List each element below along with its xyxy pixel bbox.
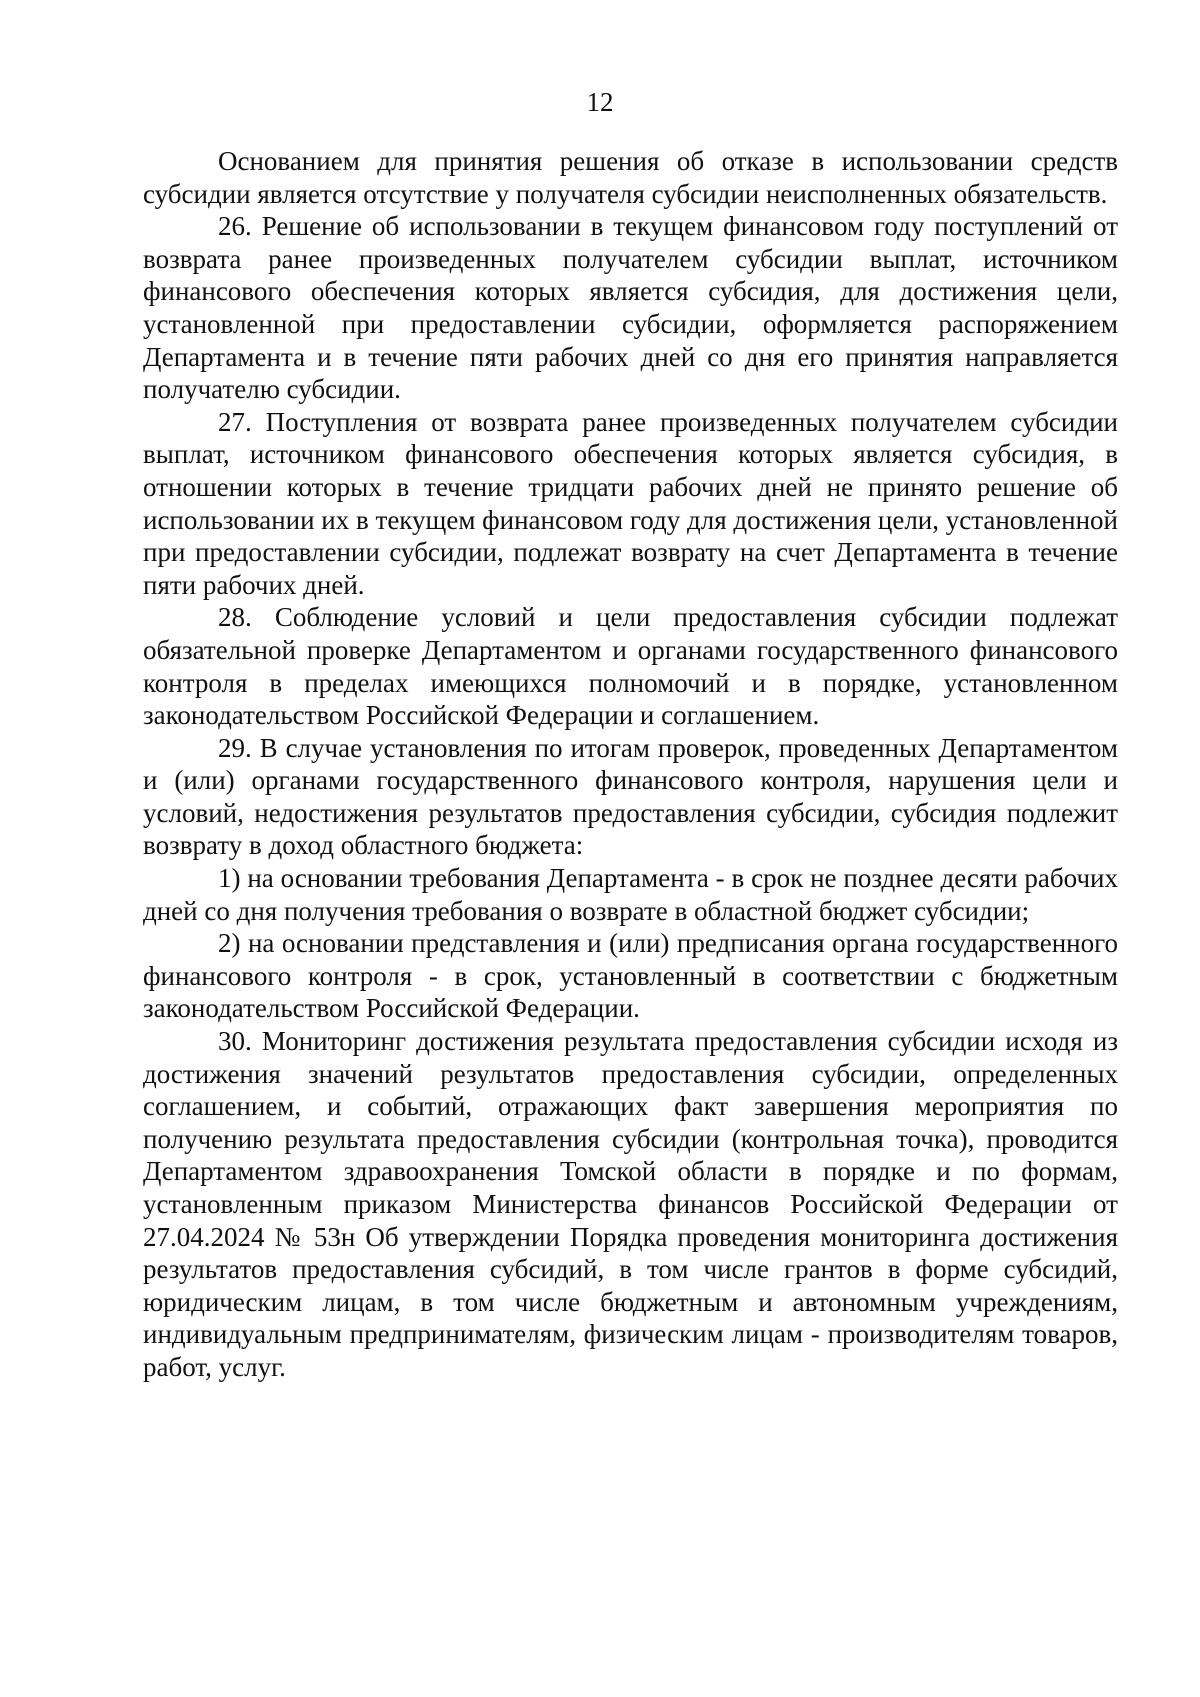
- page-number: 12: [586, 87, 614, 117]
- paragraph-26: 26. Решение об использовании в текущем финансовом году поступлений от возврата ранее произведенных получателем субсидии выплат, источником финансового обеспечения которых является субсидия, для достижения цели, установленной при предоставлении субсидии, оформляется распоряжением Департамента и в течение пяти рабочих дней со дня его принятия направляется получателю субсидии.: [143, 211, 1118, 405]
- document-body: [143, 145, 1118, 1384]
- paragraph-27: 27. Поступления от возврата ранее произведенных получателем субсидии выплат, источником финансового обеспечения которых является субсидия, в отношении которых в течение тридцати рабочих дней не принято решение об использовании их в текущем финансовом году для достижения цели, установленной при предоставлении субсидии, подлежат возврату на счет Департамента в течение пяти рабочих дней.: [143, 406, 1118, 600]
- paragraph-29-item-2: 2) на основании представления и (или) предписания органа государственного финансового контроля - в срок, установленный в соответствии с бюджетным законодательством Российской Федерации.: [143, 928, 1118, 1024]
- paragraph-29-item-1: 1) на основании требования Департамента - в срок не позднее десяти рабочих дней со дня получения требования о возврате в областной бюджет субсидии;: [143, 863, 1118, 926]
- paragraph-refusal-grounds: Основанием для принятия решения об отказе в использовании средств субсидии является отсутствие у получателя субсидии неисполненных обязательств.: [143, 146, 1118, 209]
- paragraph-28: 28. Соблюдение условий и цели предоставления субсидии подлежат обязательной проверке Департаментом и органами государственного финансового контроля в пределах имеющихся полномочий и в порядке, установленном законодательством Российской Федерации и соглашением.: [143, 602, 1118, 731]
- paragraph-29: 29. В случае установления по итогам проверок, проведенных Департаментом и (или) органами государственного финансового контроля, нарушения цели и условий, недостижения результатов предоставления субсидии, субсидия подлежит возврату в доход областного бюджета:: [143, 732, 1118, 861]
- paragraph-30: 30. Мониторинг достижения результата предоставления субсидии исходя из достижения значений результатов предоставления субсидии, определенных соглашением, и событий, отражающих факт завершения мероприятия по получению результата предоставления субсидии (контрольная точка), проводится Департаментом здравоохранения Томской области в порядке и по формам, установленным приказом Министерства финансов Российской Федерации от 27.04.2024 № 53н Об утверждении Порядка проведения мониторинга достижения результатов предоставления субсидий, в том числе грантов в форме субсидий, юридическим лицам, в том числе бюджетным и автономным учреждениям, индивидуальным предпринимателям, физическим лицам - производителям товаров, работ, услуг.: [143, 1026, 1118, 1382]
